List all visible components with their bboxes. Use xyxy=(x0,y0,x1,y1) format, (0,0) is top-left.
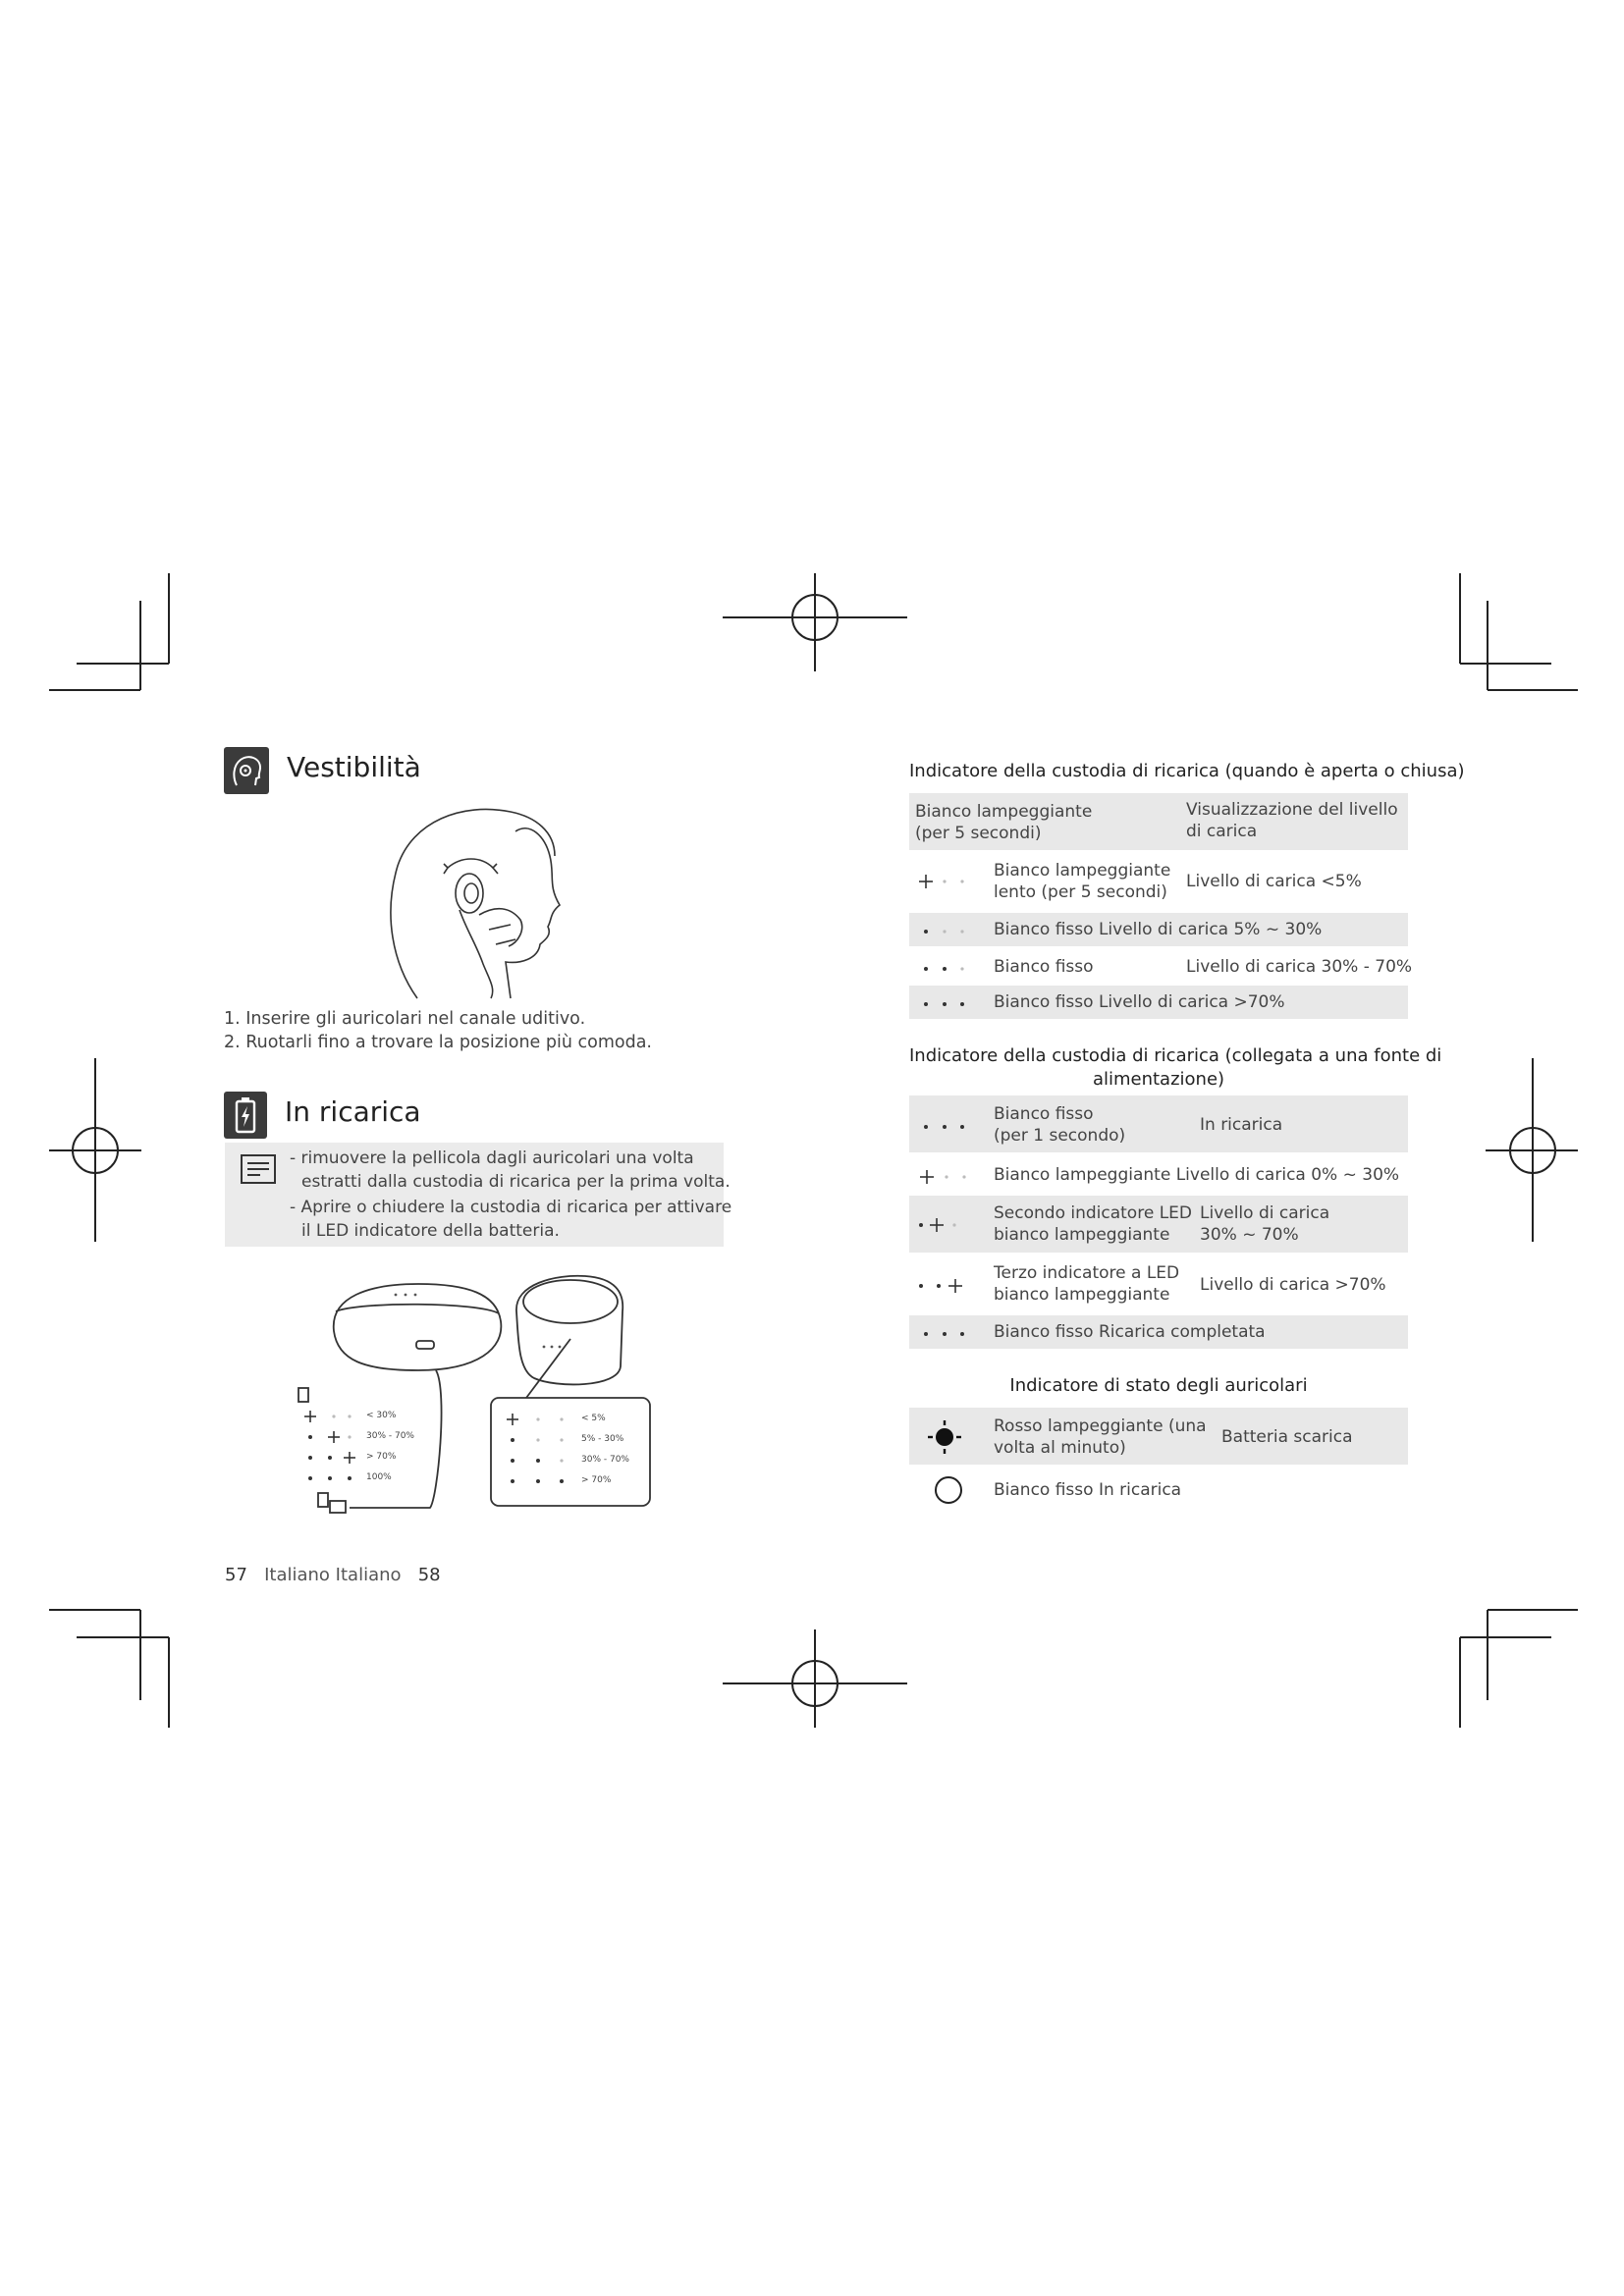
legend-left-label: 100% xyxy=(366,1472,392,1482)
fit-section-title: Vestibilità xyxy=(287,751,421,783)
table2-title xyxy=(909,1044,1442,1092)
led-two-icon xyxy=(917,957,976,977)
table-row xyxy=(909,1408,1408,1465)
legend-right-label: 30% - 70% xyxy=(581,1455,629,1465)
row-text: Bianco fisso Ricarica completata xyxy=(994,1322,1266,1342)
fit-step-2: 2. Ruotarli fino a trovare la posizione più comoda. xyxy=(224,1033,652,1052)
page-footer xyxy=(225,1565,441,1585)
led-blink-third-icon xyxy=(917,1274,976,1294)
legend-right-label: > 70% xyxy=(581,1475,612,1485)
table-row xyxy=(909,1095,1408,1152)
row-col2: In ricarica xyxy=(1200,1115,1283,1135)
note-line: il LED indicatore della batteria. xyxy=(301,1221,560,1241)
row-col2: Livello di carica 30% - 70% xyxy=(1186,957,1413,977)
note-icon xyxy=(241,1154,276,1184)
row-col2: Livello di carica >70% xyxy=(1200,1275,1386,1295)
table2-title-line: alimentazione) xyxy=(1092,1069,1225,1090)
led-blink-second-icon xyxy=(917,1213,976,1233)
table-row xyxy=(909,1256,1408,1311)
table1-header-col1: Bianco lampeggiante (per 5 secondi) xyxy=(915,802,1093,843)
table-row xyxy=(909,1158,1408,1192)
table2-title-line: Indicatore della custodia di ricarica (collegata a una fonte di xyxy=(909,1045,1442,1066)
row-col2: Livello di carica <5% xyxy=(1186,872,1362,891)
table3-title: Indicatore di stato degli auricolari xyxy=(1009,1375,1308,1396)
head-earbud-icon xyxy=(224,747,269,794)
row-col1: Terzo indicatore a LED bianco lampeggiante xyxy=(994,1263,1180,1305)
charging-case-diagram xyxy=(291,1272,654,1527)
led-one-icon xyxy=(917,920,976,939)
row-col1: Bianco fisso (per 1 secondo) xyxy=(994,1104,1126,1146)
table-row xyxy=(909,1315,1408,1349)
legend-left-label: < 30% xyxy=(366,1411,397,1420)
table-row xyxy=(909,1196,1408,1253)
led-blink-first-icon xyxy=(917,872,976,891)
table1-title: Indicatore della custodia di ricarica (quando è aperta o chiusa) xyxy=(909,761,1465,781)
note-line: estratti dalla custodia di ricarica per la prima volta. xyxy=(301,1172,731,1192)
table1-header xyxy=(909,793,1408,850)
footer-language-left: Italiano xyxy=(264,1565,330,1585)
red-blink-icon xyxy=(927,1419,962,1455)
table-row xyxy=(909,1468,1408,1510)
row-text: Bianco fisso Livello di carica >70% xyxy=(994,992,1285,1012)
row-text: Bianco fisso In ricarica xyxy=(994,1480,1182,1500)
led-blink-first-icon xyxy=(917,1165,976,1185)
fit-step-1: 1. Inserire gli auricolari nel canale uditivo. xyxy=(224,1009,586,1029)
battery-charging-icon xyxy=(224,1092,267,1139)
table-row xyxy=(909,913,1408,946)
row-text: Bianco lampeggiante Livello di carica 0% ~ 30% xyxy=(994,1165,1400,1185)
note-line: - Aprire o chiudere la custodia di ricarica per attivare xyxy=(290,1198,732,1217)
row-col1: Bianco lampeggiante lento (per 5 secondi) xyxy=(994,861,1171,902)
head-illustration xyxy=(373,797,569,1005)
charging-note xyxy=(225,1143,732,1247)
table1-header-col2: Visualizzazione del livello di carica xyxy=(1186,800,1398,841)
led-three-icon xyxy=(917,1322,976,1342)
fit-steps xyxy=(224,1007,652,1054)
row-col2: Livello di carica 30% ~ 70% xyxy=(1200,1203,1330,1245)
page-number-left: 57 xyxy=(225,1565,247,1585)
row-col1: Secondo indicatore LED bianco lampeggiante xyxy=(994,1203,1192,1245)
table-row xyxy=(909,950,1413,984)
legend-right-label: 5% - 30% xyxy=(581,1434,624,1444)
note-line: - rimuovere la pellicola dagli auricolari una volta xyxy=(290,1148,694,1168)
table-row xyxy=(909,986,1408,1019)
led-three-icon xyxy=(917,992,976,1012)
legend-right-label: < 5% xyxy=(581,1414,606,1423)
row-col1: Rosso lampeggiante (una volta al minuto) xyxy=(994,1416,1207,1458)
charging-section-title: In ricarica xyxy=(285,1095,421,1128)
row-text: Bianco fisso Livello di carica 5% ~ 30% xyxy=(994,920,1323,939)
circle-icon xyxy=(933,1474,964,1506)
footer-language-right: Italiano xyxy=(335,1565,402,1585)
table-row xyxy=(909,854,1408,909)
led-three-icon xyxy=(917,1115,976,1135)
row-col1: Bianco fisso xyxy=(994,957,1094,977)
page-number-right: 58 xyxy=(417,1565,441,1585)
row-col2: Batteria scarica xyxy=(1221,1427,1353,1447)
legend-left-label: > 70% xyxy=(366,1452,397,1462)
legend-left-label: 30% - 70% xyxy=(366,1431,414,1441)
